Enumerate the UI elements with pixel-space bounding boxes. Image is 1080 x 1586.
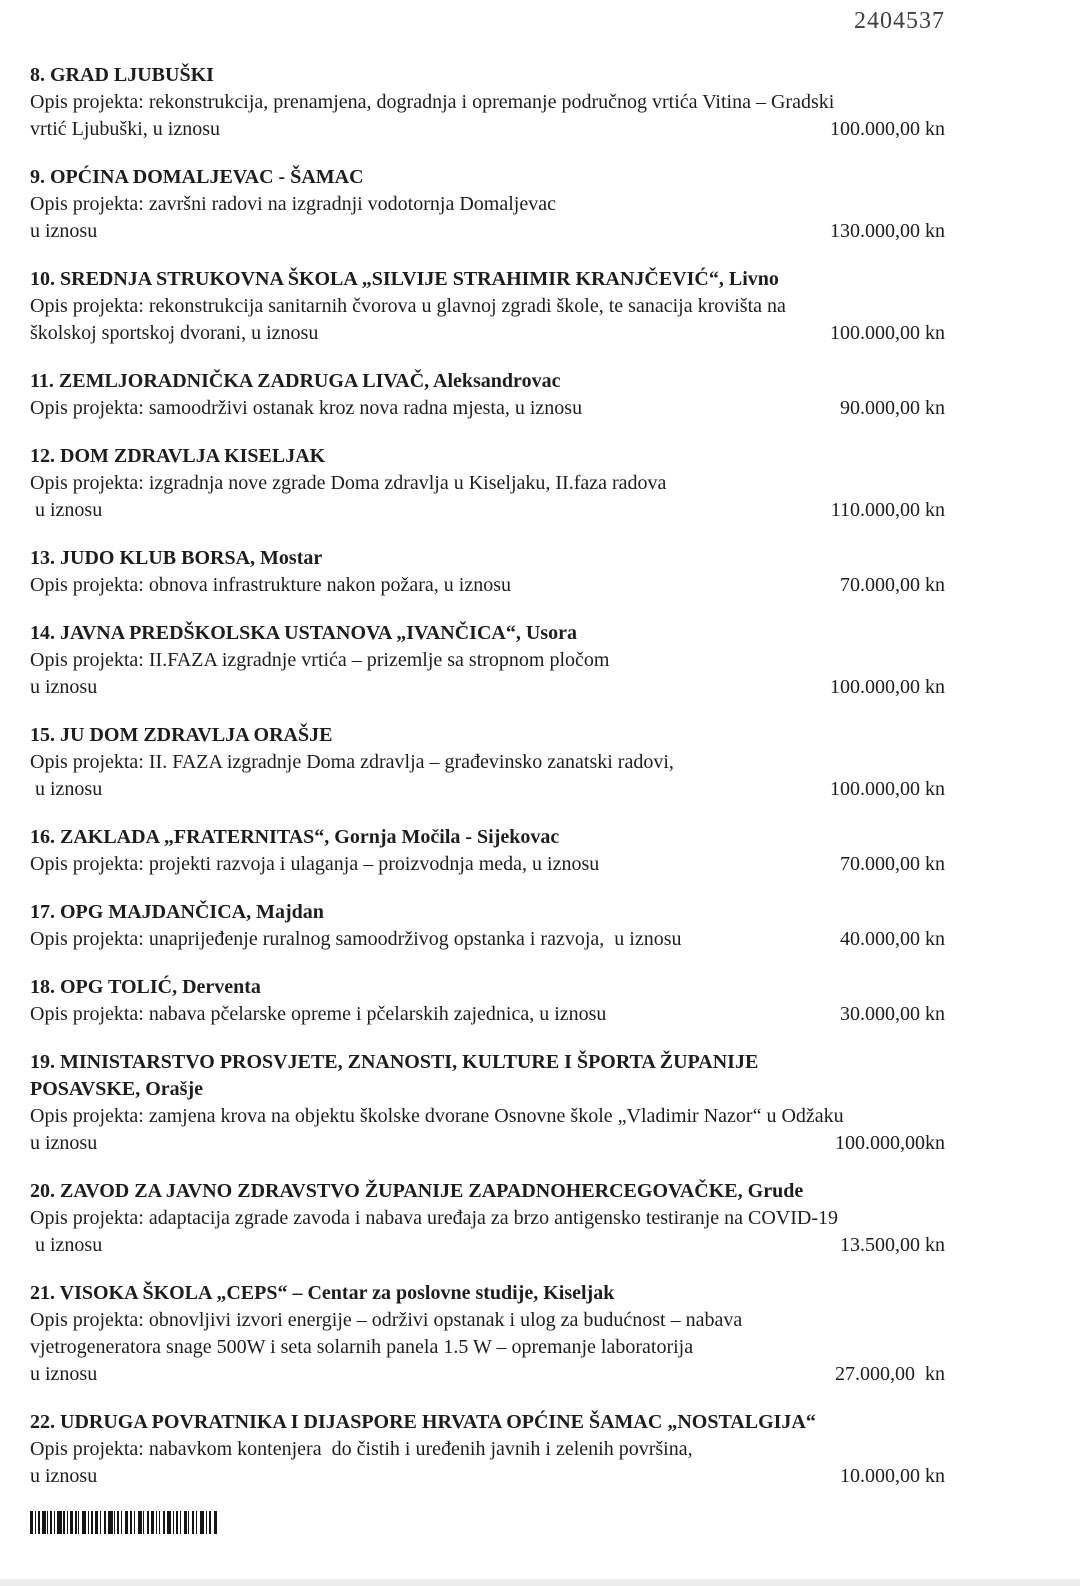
item-description-line <box>30 776 945 803</box>
item-description-line <box>30 572 945 599</box>
item-description-line <box>30 320 945 347</box>
barcode-icon <box>30 1511 220 1534</box>
item-description-line <box>30 191 945 218</box>
item-description-text: u iznosu <box>30 1132 98 1154</box>
item-amount: 70.000,00 kn <box>840 853 945 875</box>
item-amount: 100.000,00 kn <box>830 778 945 800</box>
item-amount: 100.000,00 kn <box>830 322 945 344</box>
item-title: 13. JUDO KLUB BORSA, Mostar <box>30 547 323 569</box>
item-description-text: vjetrogeneratora snage 500W i seta solarnih panela 1.5 W – opremanje laboratorija <box>30 1336 694 1358</box>
item-amount: 30.000,00 kn <box>840 1003 945 1025</box>
item-title: 16. ZAKLADA „FRATERNITAS“, Gornja Močila - Sijekovac <box>30 826 560 848</box>
grant-item <box>30 1280 945 1388</box>
item-description-line <box>30 1334 945 1361</box>
item-description-text: u iznosu <box>30 676 98 698</box>
barcode <box>30 1511 945 1537</box>
item-description-line <box>30 926 945 953</box>
item-description-line <box>30 1463 945 1490</box>
item-description-line <box>30 497 945 524</box>
item-description-line <box>30 89 945 116</box>
item-description-line <box>30 1436 945 1463</box>
item-title: 19. MINISTARSTVO PROSVJETE, ZNANOSTI, KULTURE I ŠPORTA ŽUPANIJE <box>30 1051 759 1073</box>
item-amount: 10.000,00 kn <box>840 1465 945 1487</box>
item-description-text: Opis projekta: rekonstrukcija sanitarnih čvorova u glavnoj zgradi škole, te sanacija krovišta na <box>30 295 786 317</box>
item-description-text: Opis projekta: nabava pčelarske opreme i pčelarskih zajednica, u iznosu <box>30 1003 607 1025</box>
item-amount: 90.000,00 kn <box>840 397 945 419</box>
item-description-line <box>30 116 945 143</box>
item-description-text: Opis projekta: izgradnja nove zgrade Doma zdravlja u Kiseljaku, II.faza radova <box>30 472 667 494</box>
item-description-text: u iznosu <box>30 1234 103 1256</box>
item-description-text: Opis projekta: projekti razvoja i ulaganja – proizvodnja meda, u iznosu <box>30 853 600 875</box>
grant-item <box>30 824 945 878</box>
item-description-text: Opis projekta: završni radovi na izgradnji vodotornja Domaljevac <box>30 193 556 215</box>
item-description-text: Opis projekta: obnova infrastrukture nakon požara, u iznosu <box>30 574 511 596</box>
item-description-line <box>30 1130 945 1157</box>
item-description-text: u iznosu <box>30 499 103 521</box>
item-description-line <box>30 1001 945 1028</box>
item-title: 10. SREDNJA STRUKOVNA ŠKOLA „SILVIJE STRAHIMIR KRANJČEVIĆ“, Livno <box>30 268 779 290</box>
item-description-line <box>30 647 945 674</box>
item-description-text: Opis projekta: adaptacija zgrade zavoda i nabava uređaja za brzo antigensko testiranje na COVID-19 <box>30 1207 838 1229</box>
scan-edge-artifact <box>0 1579 1080 1586</box>
item-description-line <box>30 293 945 320</box>
item-amount: 27.000,00 kn <box>835 1363 945 1385</box>
item-description-line <box>30 1307 945 1334</box>
item-description-line <box>30 1361 945 1388</box>
item-title: 17. OPG MAJDANČICA, Majdan <box>30 901 324 923</box>
item-title: 14. JAVNA PREDŠKOLSKA USTANOVA „IVANČICA“, Usora <box>30 622 577 644</box>
grant-item <box>30 443 945 524</box>
item-description-text: Opis projekta: II.FAZA izgradnje vrtića – prizemlje sa stropnom pločom <box>30 649 610 671</box>
item-amount: 100.000,00 kn <box>830 676 945 698</box>
item-description-text: Opis projekta: zamjena krova na objektu školske dvorane Osnovne škole „Vladimir Nazor“ u Odžaku <box>30 1105 844 1127</box>
item-description-text: školskoj sportskoj dvorani, u iznosu <box>30 322 319 344</box>
item-title: 20. ZAVOD ZA JAVNO ZDRAVSTVO ŽUPANIJE ZAPADNOHERCEGOVAČKE, Grude <box>30 1180 804 1202</box>
item-description-text: Opis projekta: rekonstrukcija, prenamjena, dogradnja i opremanje područnog vrtića Vitina – Gradski <box>30 91 835 113</box>
item-description-text: u iznosu <box>30 220 98 242</box>
grant-item <box>30 545 945 599</box>
document-number: 2404537 <box>854 8 945 34</box>
item-amount: 130.000,00 kn <box>830 220 945 242</box>
item-title: 18. OPG TOLIĆ, Derventa <box>30 976 261 998</box>
item-description-line <box>30 395 945 422</box>
grant-item <box>30 62 945 143</box>
item-description-text: u iznosu <box>30 1465 98 1487</box>
item-title: 15. JU DOM ZDRAVLJA ORAŠJE <box>30 724 333 746</box>
item-title: 12. DOM ZDRAVLJA KISELJAK <box>30 445 326 467</box>
item-description-line <box>30 218 945 245</box>
item-title: 8. GRAD LJUBUŠKI <box>30 64 214 86</box>
item-description-line <box>30 851 945 878</box>
item-amount: 70.000,00 kn <box>840 574 945 596</box>
item-amount: 110.000,00 kn <box>830 499 945 521</box>
item-title: 9. OPĆINA DOMALJEVAC - ŠAMAC <box>30 166 364 188</box>
grant-item <box>30 1049 945 1157</box>
grant-item <box>30 266 945 347</box>
item-description-line <box>30 470 945 497</box>
item-amount: 100.000,00 kn <box>830 118 945 140</box>
item-description-line <box>30 1232 945 1259</box>
item-description-text: u iznosu <box>30 1363 98 1385</box>
item-description-line <box>30 749 945 776</box>
item-amount: 13.500,00 kn <box>840 1234 945 1256</box>
item-amount: 40.000,00 kn <box>840 928 945 950</box>
item-description-text: u iznosu <box>30 778 103 800</box>
item-description-text: vrtić Ljubuški, u iznosu <box>30 118 220 140</box>
grant-item <box>30 164 945 245</box>
grant-item <box>30 974 945 1028</box>
item-description-text: Opis projekta: unaprijeđenje ruralnog samoodrživog opstanka i razvoja, u iznosu <box>30 928 682 950</box>
item-description-text: Opis projekta: samoodrživi ostanak kroz nova radna mjesta, u iznosu <box>30 397 583 419</box>
grant-item <box>30 620 945 701</box>
grant-item <box>30 722 945 803</box>
grant-item <box>30 1409 945 1490</box>
item-title-line2: POSAVSKE, Orašje <box>30 1078 203 1100</box>
item-description-line <box>30 674 945 701</box>
item-description-line <box>30 1205 945 1232</box>
item-description-text: Opis projekta: nabavkom kontenjera do čistih i uređenih javnih i zelenih površina, <box>30 1438 693 1460</box>
item-description-text: Opis projekta: II. FAZA izgradnje Doma zdravlja – građevinsko zanatski radovi, <box>30 751 674 773</box>
item-title: 22. UDRUGA POVRATNIKA I DIJASPORE HRVATA OPĆINE ŠAMAC „NOSTALGIJA“ <box>30 1411 816 1433</box>
item-description-text: Opis projekta: obnovljivi izvori energije – održivi opstanak i ulog za budućnost – nabava <box>30 1309 743 1331</box>
item-title: 11. ZEMLJORADNIČKA ZADRUGA LIVAČ, Aleksandrovac <box>30 370 561 392</box>
grant-item <box>30 368 945 422</box>
item-amount: 100.000,00kn <box>835 1132 945 1154</box>
item-description-line <box>30 1103 945 1130</box>
grant-item <box>30 1178 945 1259</box>
item-title: 21. VISOKA ŠKOLA „CEPS“ – Centar za poslovne studije, Kiseljak <box>30 1282 615 1304</box>
grant-item <box>30 899 945 953</box>
